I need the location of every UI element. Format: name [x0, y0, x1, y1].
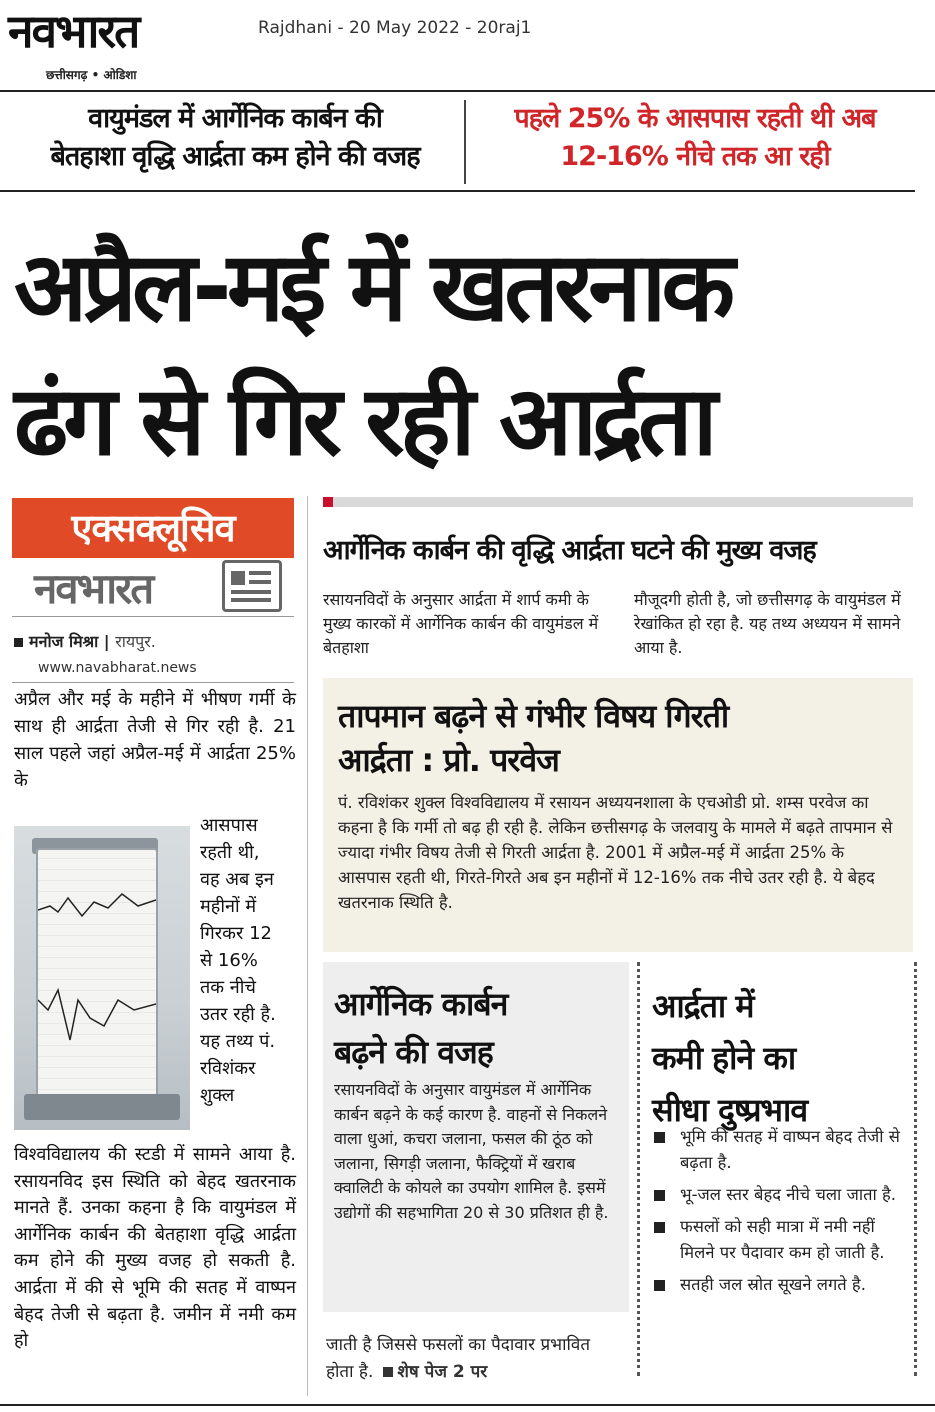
- lead-beside-line: गिरकर 12: [200, 923, 272, 944]
- list-item: सतही जल स्रोत सूखने लगते है.: [652, 1272, 904, 1298]
- kicker-bottom-divider: [0, 190, 915, 192]
- newspaper-icon: [222, 560, 282, 612]
- byline: मनोज मिश्रा | रायपुर.: [14, 630, 156, 652]
- effects-heading-line2: कमी होने का: [652, 1039, 796, 1077]
- quote-box-heading: [338, 694, 898, 782]
- continuation: [326, 1332, 616, 1386]
- section-bar-accent: [323, 497, 333, 507]
- edition-info: Rajdhani - 20 May 2022 - 20raj1: [258, 18, 532, 38]
- list-item: भूमि की सतह में वाष्पन बेहद तेजी से बढ़ता है.: [652, 1124, 904, 1176]
- marker-square-icon: [383, 1367, 393, 1377]
- byline-author: मनोज मिश्रा: [29, 632, 99, 651]
- quote-heading-line2: आर्द्रता : प्रो. परवेज: [338, 741, 559, 779]
- effects-box-heading: [652, 980, 902, 1136]
- list-item: भू-जल स्तर बेहद नीचे चला जाता है.: [652, 1182, 904, 1208]
- main-headline: [14, 220, 924, 488]
- kicker-left: [10, 100, 460, 176]
- effects-heading-line3: सीधा दुष्प्रभाव: [652, 1091, 808, 1129]
- lead-beside-line: आसपास: [200, 815, 258, 836]
- kicker-divider: [464, 100, 466, 184]
- quote-heading-line1: तापमान बढ़ने से गंभीर विषय गिरती: [338, 697, 729, 735]
- headline-line1: अप्रैल-मई में खतरनाक: [14, 231, 731, 343]
- main-section-heading: आर्गेनिक कार्बन की वृद्धि आर्द्रता घटने की मुख्य वजह: [323, 535, 816, 566]
- kicker-right-line1: पहले 25% के आसपास रहती थी अब: [514, 103, 876, 134]
- list-item: फसलों को सही मात्रा में नमी नहीं मिलने पर पैदावार कम हो जाती है.: [652, 1214, 904, 1266]
- main-section-col1: रसायनविदों के अनुसार आर्द्रता में शार्प कमी के मुख्य कारकों में आर्गेनिक कार्बन की वायुमंडल में बेतहाशा: [323, 590, 599, 657]
- humidity-trace-icon: [38, 850, 156, 1100]
- carbon-box-heading: [334, 980, 624, 1076]
- headline-line2: ढंग से गिर रही आर्द्रता: [14, 365, 713, 477]
- continuation-marker[interactable]: [373, 1362, 487, 1382]
- kicker-left-line2: बेतहाशा वृद्धि आर्द्रता कम होने की वजह: [50, 141, 420, 172]
- website-link[interactable]: www.navabharat.news: [38, 660, 197, 676]
- column-divider: [307, 496, 308, 1396]
- hygrograph-photo: [14, 826, 190, 1130]
- byline-city: रायपुर.: [115, 632, 156, 651]
- carbon-heading-line2: बढ़ने की वजह: [334, 1033, 493, 1071]
- page-bottom-divider: [0, 1404, 935, 1406]
- carbon-box-text: रसायनविदों के अनुसार वायुमंडल में आर्गेनिक कार्बन बढ़ने के कई कारण है. वाहनों से निकलने वाला धुआं, कचरा जलाना, फसल की ठूंठ को जलाना, सिगड़ी जलाना, फैक्ट्रियों में खराब क्वालिटी के कोयले का उपयोग शामिल है. इसमें उद्योगों की सहभागिता 20 से 30 प्रतिशत ही है.: [334, 1080, 609, 1222]
- continuation-marker-label: शेष पेज 2 पर: [397, 1362, 488, 1382]
- section-bar: [323, 497, 913, 507]
- lead-beside-line: रविशंकर: [200, 1058, 256, 1079]
- lead-beside-line: से 16%: [200, 950, 258, 971]
- exclusive-brand: नवभारत: [34, 564, 153, 613]
- exclusive-divider: [12, 616, 294, 617]
- lead-beside-line: उतर रही है.: [200, 1004, 276, 1025]
- lead-beside-photo: [200, 812, 296, 1109]
- main-section-col2: मौजूदगी होती है, जो छत्तीसगढ़ के वायुमंडल में रेखांकित हो रहा है. यह तथ्य अध्ययन में सामने आया है.: [634, 590, 901, 657]
- continuation-text: जाती है जिससे फसलों का पैदावार प्रभावित होता है.: [326, 1335, 591, 1382]
- effects-bullet-list: [652, 1124, 904, 1304]
- byline-divider: [12, 682, 294, 683]
- hygrograph-drum: [36, 848, 158, 1102]
- kicker-right-line2: 12-16% नीचे तक आ रही: [560, 141, 830, 172]
- lead-continued: विश्वविद्यालय की स्टडी में सामने आया है. रसायनविद इस स्थिति को बेहद खतरनाक मानते हैं. उनका कहना है कि वायुमंडल में आर्गेनिक कार्बन की बेतहाशा वृद्धि आर्द्रता कम होने की मुख्य वजह हो सकती है. आर्द्रता में की से भूमि की सतह में वाष्पन बेहद तेजी से बढ़ता है. जमीन में नमी कम हो: [14, 1144, 296, 1352]
- lead-beside-line: तक नीचे: [200, 977, 256, 998]
- lead-intro: अप्रैल और मई के महीने में भीषण गर्मी के साथ ही आर्द्रता तेजी से गिर रही है. 21 साल पहले जहां अप्रैल-मई में आर्द्रता 25% के: [14, 689, 296, 791]
- exclusive-badge: एक्सक्लूसिव: [12, 498, 294, 558]
- effects-heading-line1: आर्द्रता में: [652, 987, 754, 1025]
- kicker-right: [470, 100, 920, 176]
- lead-beside-line: यह तथ्य पं.: [200, 1031, 276, 1052]
- quote-box-text: पं. रविशंकर शुक्ल विश्वविद्यालय में रसायन अध्ययनशाला के एचओडी प्रो. शम्स परवेज का कहना है कि गर्मी तो बढ़ ही रही है. लेकिन छत्तीसगढ़ के जलवायु के मामले में बढ़ते तापमान से ज्यादा गंभीर विषय तेजी से गिरती आर्द्रता है. 2001 में अप्रैल-मई में आर्द्रता 25% के आसपास रहती थी, गिरते-गिरते अब इन महीनों में 12-16% तक नीचे उतर रही है. ये बेहद खतरनाक स्थिति है.: [338, 793, 893, 912]
- lead-beside-line: शुक्ल: [200, 1085, 235, 1106]
- masthead-logo: नवभारत: [8, 4, 139, 58]
- lead-beside-line: वह अब इन: [200, 869, 274, 890]
- kicker-left-line1: वायुमंडल में आर्गेनिक कार्बन की: [88, 103, 382, 134]
- masthead-divider: [0, 90, 935, 92]
- lead-beside-line: रहती थी,: [200, 842, 260, 863]
- lead-beside-line: महीनों में: [200, 896, 257, 917]
- carbon-heading-line1: आर्गेनिक कार्बन: [334, 985, 508, 1023]
- byline-square-icon: [14, 638, 23, 647]
- masthead-regions: छत्तीसगढ़ • ओडिशा: [46, 68, 137, 82]
- hygrograph-base: [24, 1094, 180, 1120]
